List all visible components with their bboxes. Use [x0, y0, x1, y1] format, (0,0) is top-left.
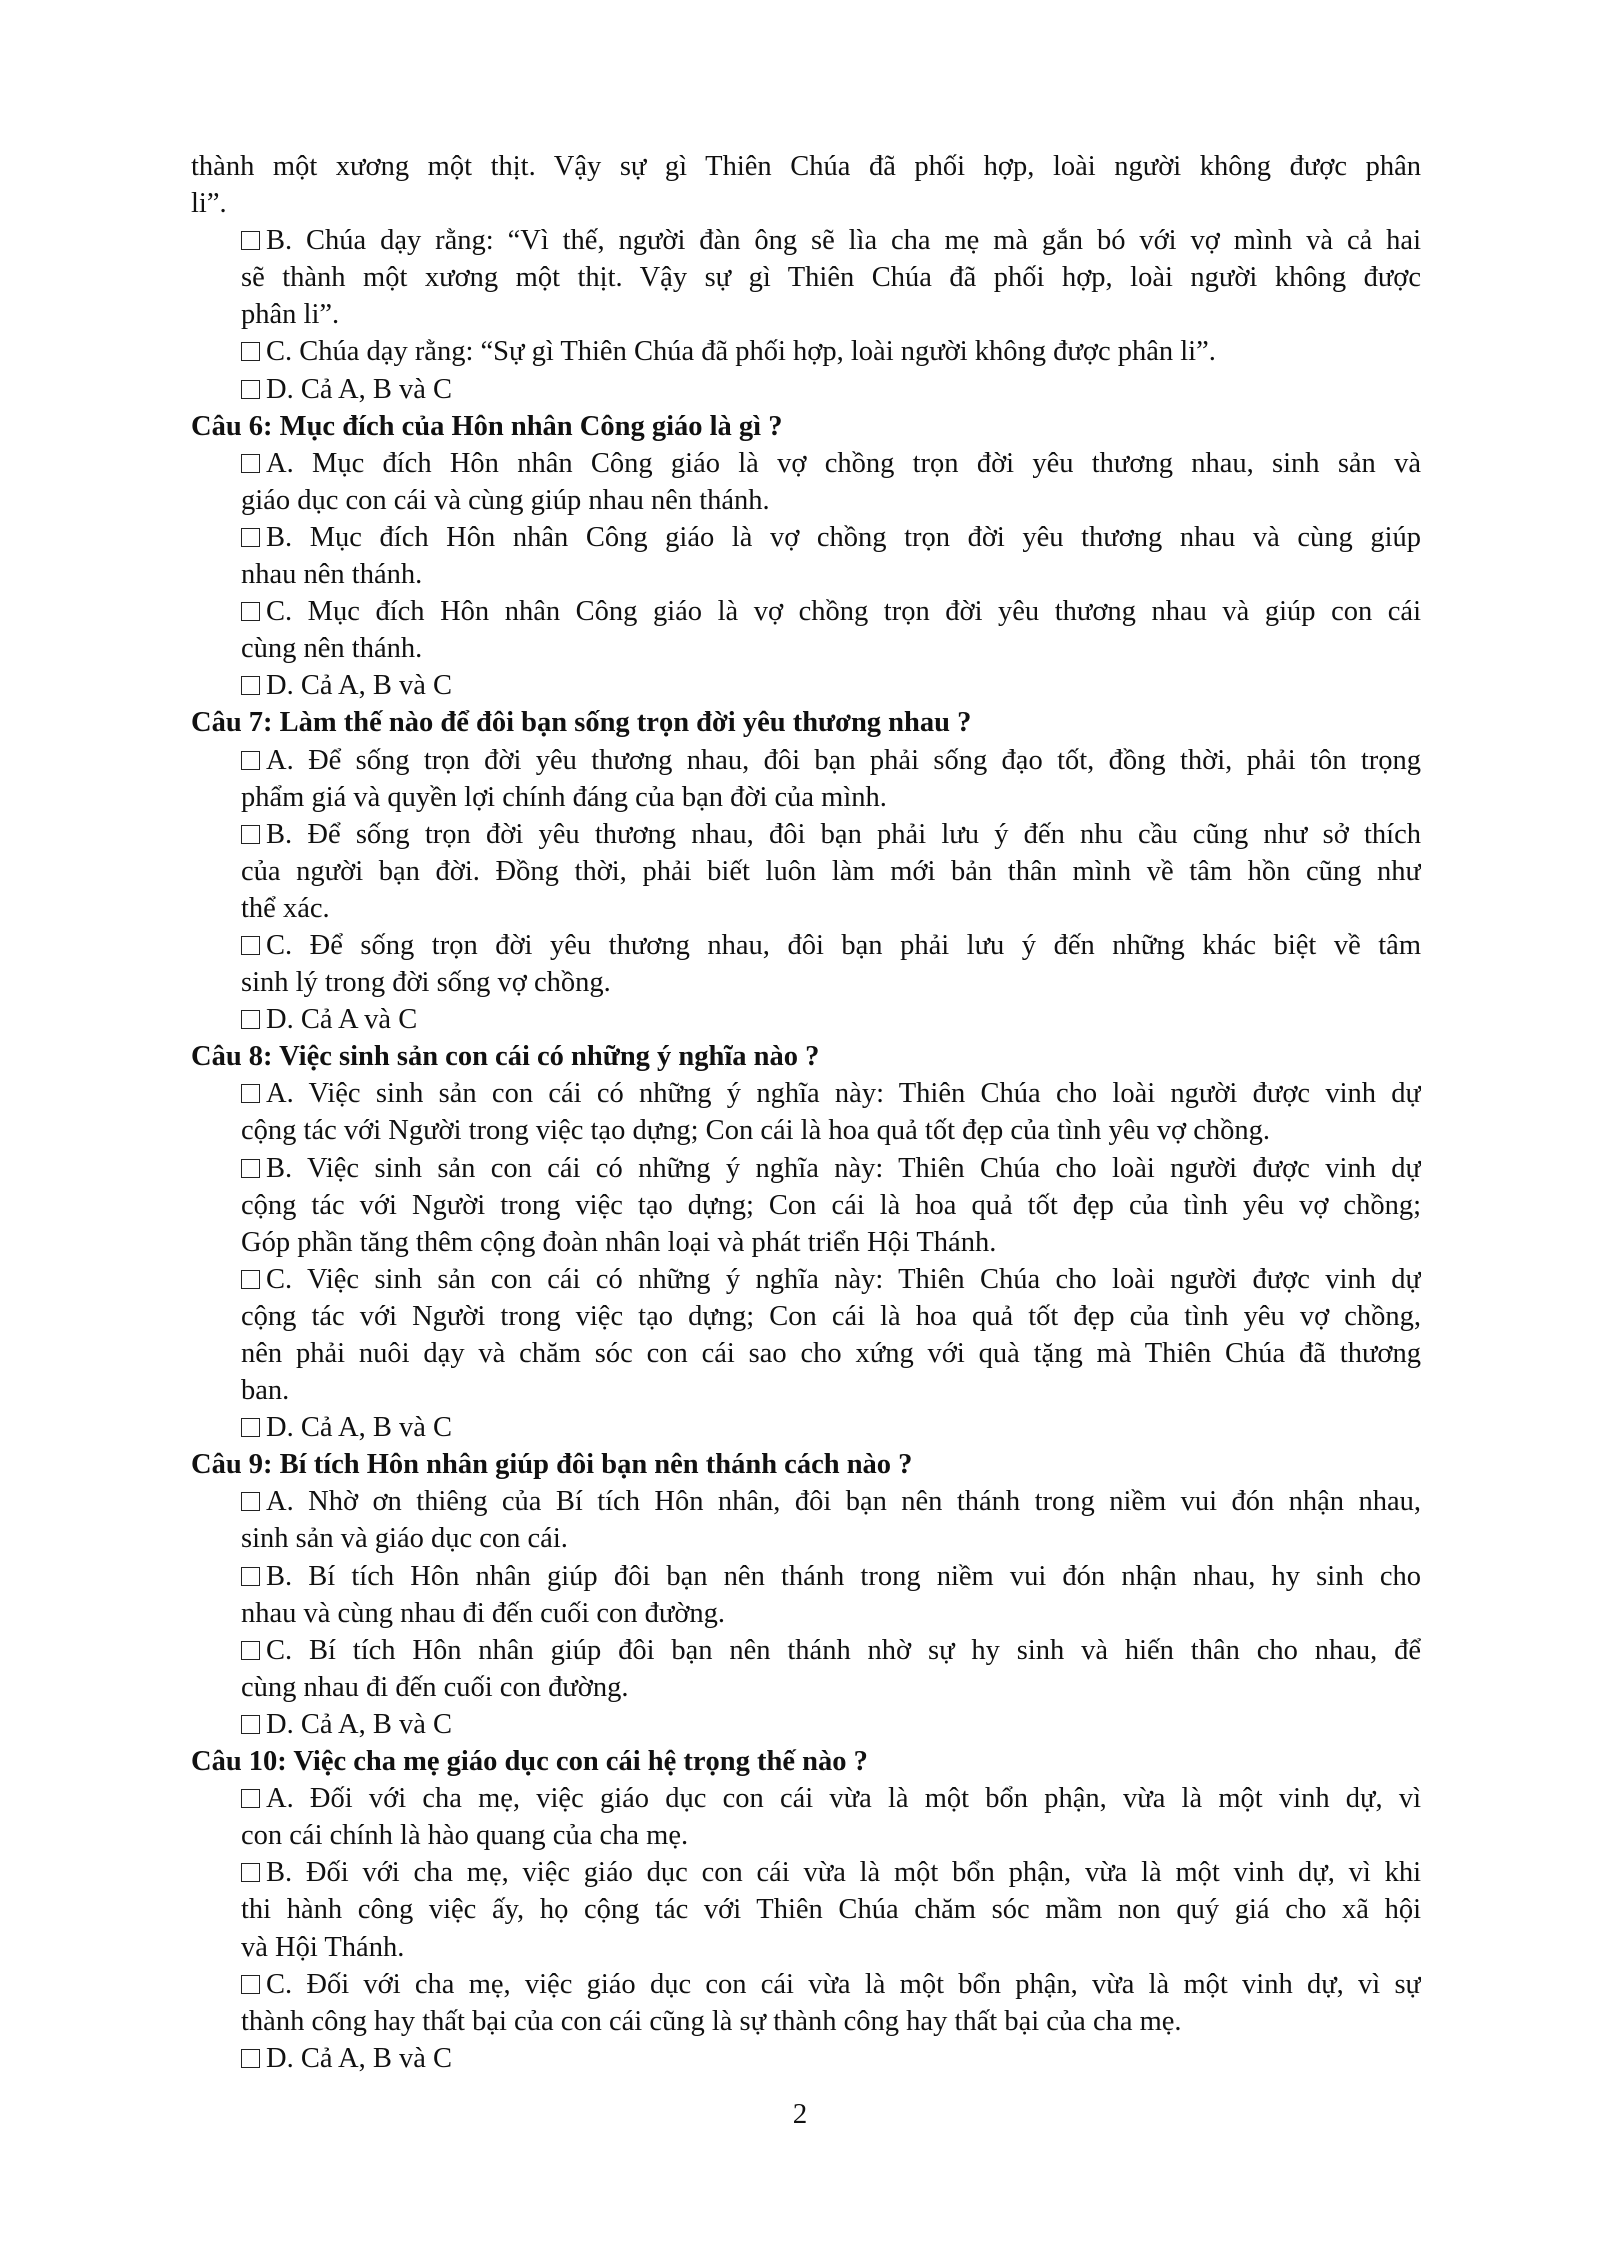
checkbox-icon[interactable]	[241, 342, 260, 361]
answer-option[interactable]	[241, 742, 1421, 816]
answer-option[interactable]	[241, 1780, 1421, 1854]
option-text: D. Cả A, B và C	[266, 2042, 453, 2074]
option-line	[241, 1780, 1421, 1817]
question-block	[191, 1743, 1421, 2077]
option-text: A. Nhờ ơn thiêng của Bí tích Hôn nhân, đôi bạn nên thánh trong niềm vui đón nhận nhau,	[266, 1486, 1421, 1518]
option-line	[241, 1558, 1421, 1595]
checkbox-icon[interactable]	[241, 1159, 260, 1178]
checkbox-icon[interactable]	[241, 231, 260, 250]
checkbox-icon[interactable]	[241, 1270, 260, 1289]
answer-option[interactable]	[241, 1854, 1421, 1965]
option-line: nhau nên thánh.	[241, 559, 423, 591]
option-line: của người bạn đời. Đồng thời, phải biết luôn làm mới bản thân mình về tâm hồn cũng như	[241, 855, 1421, 887]
answer-option[interactable]	[241, 1483, 1421, 1557]
question-title: Câu 9: Bí tích Hôn nhân giúp đôi bạn nên thánh cách nào ?	[191, 1449, 913, 1481]
option-line: nên phải nuôi dạy và chăm sóc con cái sao cho xứng với quà tặng mà Thiên Chúa đã thương	[241, 1338, 1421, 1369]
option-text: C. Mục đích Hôn nhân Công giáo là vợ chồng trọn đời yêu thương nhau và giúp con cái	[266, 596, 1421, 628]
option-text: C. Việc sinh sản con cái có những ý nghĩa này: Thiên Chúa cho loài người được vinh dự	[266, 1263, 1421, 1295]
option-line	[241, 742, 1421, 779]
answer-option[interactable]	[241, 1261, 1421, 1409]
checkbox-icon[interactable]	[241, 1863, 260, 1882]
option-text: A. Đối với cha mẹ, việc giáo dục con cái vừa là một bổn phận, vừa là một vinh dự, vì	[266, 1783, 1421, 1815]
checkbox-icon[interactable]	[241, 1567, 260, 1586]
option-text: A. Để sống trọn đời yêu thương nhau, đôi bạn phải sống đạo tốt, đồng thời, phải tôn trọng	[266, 744, 1421, 776]
answer-option[interactable]	[241, 519, 1421, 593]
option-line: sinh lý trong đời sống vợ chồng.	[241, 967, 611, 999]
page-number: 2	[792, 2098, 808, 2130]
question-list	[191, 408, 1421, 2077]
answer-option[interactable]	[241, 1409, 1421, 1446]
checkbox-icon[interactable]	[241, 1010, 260, 1029]
option-line: phẩm giá và quyền lợi chính đáng của bạn đời của mình.	[241, 781, 887, 813]
carryover-options	[191, 222, 1421, 407]
answer-option[interactable]	[241, 222, 1421, 333]
answer-option[interactable]	[241, 1558, 1421, 1632]
checkbox-icon[interactable]	[241, 1492, 260, 1511]
checkbox-icon[interactable]	[241, 676, 260, 695]
checkbox-icon[interactable]	[241, 751, 260, 770]
answer-option[interactable]	[241, 333, 1421, 370]
option-line: cùng nên thánh.	[241, 633, 423, 665]
checkbox-icon[interactable]	[241, 1789, 260, 1808]
checkbox-icon[interactable]	[241, 936, 260, 955]
option-text: C. Bí tích Hôn nhân giúp đôi bạn nên thánh nhờ sự hy sinh và hiến thân cho nhau, để	[266, 1634, 1421, 1666]
option-line: thành công hay thất bại của con cái cũng là sự thành công hay thất bại của cha mẹ.	[241, 2005, 1182, 2037]
option-line	[241, 816, 1421, 853]
option-text: A. Mục đích Hôn nhân Công giáo là vợ chồng trọn đời yêu thương nhau, sinh sản và	[266, 447, 1421, 479]
option-text: B. Đối với cha mẹ, việc giáo dục con cái vừa là một bổn phận, vừa là một vinh dự, vì khi	[266, 1857, 1421, 1889]
checkbox-icon[interactable]	[241, 380, 260, 399]
question-title: Câu 8: Việc sinh sản con cái có những ý nghĩa nào ?	[191, 1041, 820, 1073]
answer-option[interactable]	[241, 1632, 1421, 1706]
checkbox-icon[interactable]	[241, 2049, 260, 2068]
checkbox-icon[interactable]	[241, 1418, 260, 1437]
option-text: D. Cả A và C	[266, 1004, 418, 1036]
option-text: C. Đối với cha mẹ, việc giáo dục con cái vừa là một bổn phận, vừa là một vinh dự, vì sự	[266, 1968, 1421, 2000]
answer-option[interactable]	[241, 1075, 1421, 1149]
answer-option[interactable]	[241, 1150, 1421, 1261]
document-page	[191, 148, 1421, 2077]
question-block	[191, 1038, 1421, 1446]
carryover-line: li”.	[191, 188, 227, 220]
option-line	[241, 1075, 1421, 1112]
option-line: phân li”.	[241, 299, 340, 331]
checkbox-icon[interactable]	[241, 602, 260, 621]
option-line	[241, 519, 1421, 556]
answer-option[interactable]	[241, 1966, 1421, 2040]
answer-option[interactable]	[241, 667, 1421, 704]
option-line	[241, 1706, 1421, 1743]
option-line	[241, 222, 1421, 259]
option-text: C. Chúa dạy rằng: “Sự gì Thiên Chúa đã phối hợp, loài người không được phân li”.	[266, 336, 1216, 368]
answer-option[interactable]	[241, 1706, 1421, 1743]
answer-option[interactable]	[241, 816, 1421, 927]
option-line	[241, 1261, 1421, 1298]
checkbox-icon[interactable]	[241, 1084, 260, 1103]
answer-option[interactable]	[241, 371, 1421, 408]
answer-option[interactable]	[241, 593, 1421, 667]
question-block	[191, 1446, 1421, 1743]
option-text: C. Để sống trọn đời yêu thương nhau, đôi bạn phải lưu ý đến những khác biệt về tâm	[266, 929, 1421, 961]
option-text: B. Bí tích Hôn nhân giúp đôi bạn nên thánh trong niềm vui đón nhận nhau, hy sinh cho	[266, 1560, 1421, 1592]
checkbox-icon[interactable]	[241, 1975, 260, 1994]
option-text: A. Việc sinh sản con cái có những ý nghĩa này: Thiên Chúa cho loài người được vinh dự	[266, 1078, 1421, 1110]
option-text: D. Cả A, B và C	[266, 373, 453, 405]
question-block	[191, 408, 1421, 705]
answer-option[interactable]	[241, 927, 1421, 1001]
option-line: ban.	[241, 1375, 290, 1407]
option-line	[241, 445, 1421, 482]
option-line: cộng tác với Người trong việc tạo dựng; Con cái là hoa quả tốt đẹp của tình yêu vợ chồng;	[241, 1189, 1421, 1221]
answer-option[interactable]	[241, 1001, 1421, 1038]
option-line: sẽ thành một xương một thịt. Vậy sự gì Thiên Chúa đã phối hợp, loài người không được	[241, 262, 1421, 294]
checkbox-icon[interactable]	[241, 454, 260, 473]
carryover-text	[191, 148, 1421, 222]
option-line: Góp phần tăng thêm cộng đoàn nhân loại và phát triển Hội Thánh.	[241, 1226, 997, 1258]
option-line	[241, 333, 1421, 370]
checkbox-icon[interactable]	[241, 825, 260, 844]
option-text: B. Mục đích Hôn nhân Công giáo là vợ chồng trọn đời yêu thương nhau và cùng giúp	[266, 521, 1421, 553]
option-line: thể xác.	[241, 892, 330, 924]
option-line	[241, 1001, 1421, 1038]
option-line	[241, 927, 1421, 964]
option-line	[241, 2040, 1421, 2077]
option-text: D. Cả A, B và C	[266, 670, 453, 702]
question-title: Câu 7: Làm thế nào để đôi bạn sống trọn đời yêu thương nhau ?	[191, 707, 972, 739]
option-line	[241, 1966, 1421, 2003]
option-text: D. Cả A, B và C	[266, 1708, 453, 1740]
option-line: thi hành công việc ấy, họ cộng tác với Thiên Chúa chăm sóc mầm non quý giá cho xã hội	[241, 1894, 1421, 1926]
option-text: B. Việc sinh sản con cái có những ý nghĩa này: Thiên Chúa cho loài người được vinh dự	[266, 1152, 1421, 1184]
option-text: B. Chúa dạy rằng: “Vì thế, người đàn ông sẽ lìa cha mẹ mà gắn bó với vợ mình và cả hai	[266, 225, 1421, 257]
option-line	[241, 593, 1421, 630]
option-line	[241, 1632, 1421, 1669]
option-line	[241, 1409, 1421, 1446]
option-line: giáo dục con cái và cùng giúp nhau nên thánh.	[241, 484, 770, 516]
option-line: nhau và cùng nhau đi đến cuối con đường.	[241, 1597, 726, 1629]
checkbox-icon[interactable]	[241, 528, 260, 547]
carryover-line: thành một xương một thịt. Vậy sự gì Thiên Chúa đã phối hợp, loài người không được phân	[191, 151, 1421, 182]
option-text: B. Để sống trọn đời yêu thương nhau, đôi bạn phải lưu ý đến nhu cầu cũng như sở thích	[266, 818, 1421, 850]
question-title: Câu 6: Mục đích của Hôn nhân Công giáo là gì ?	[191, 410, 783, 442]
option-line	[241, 371, 1421, 408]
question-block	[191, 704, 1421, 1038]
option-line: cộng tác với Người trong việc tạo dựng; Con cái là hoa quả tốt đẹp của tình yêu vợ chồng,	[241, 1300, 1421, 1332]
option-line	[241, 667, 1421, 704]
option-line: cùng nhau đi đến cuối con đường.	[241, 1671, 629, 1703]
answer-option[interactable]	[241, 445, 1421, 519]
option-text: D. Cả A, B và C	[266, 1412, 453, 1444]
option-line	[241, 1483, 1421, 1520]
option-line: và Hội Thánh.	[241, 1931, 405, 1963]
question-title: Câu 10: Việc cha mẹ giáo dục con cái hệ trọng thế nào ?	[191, 1746, 868, 1778]
option-line: con cái chính là hào quang của cha mẹ.	[241, 1820, 689, 1852]
option-line: cộng tác với Người trong việc tạo dựng; Con cái là hoa quả tốt đẹp của tình yêu vợ chồng.	[241, 1115, 1271, 1147]
answer-option[interactable]	[241, 2040, 1421, 2077]
option-line: sinh sản và giáo dục con cái.	[241, 1523, 568, 1555]
option-line	[241, 1854, 1421, 1891]
checkbox-icon[interactable]	[241, 1715, 260, 1734]
option-line	[241, 1150, 1421, 1187]
checkbox-icon[interactable]	[241, 1641, 260, 1660]
